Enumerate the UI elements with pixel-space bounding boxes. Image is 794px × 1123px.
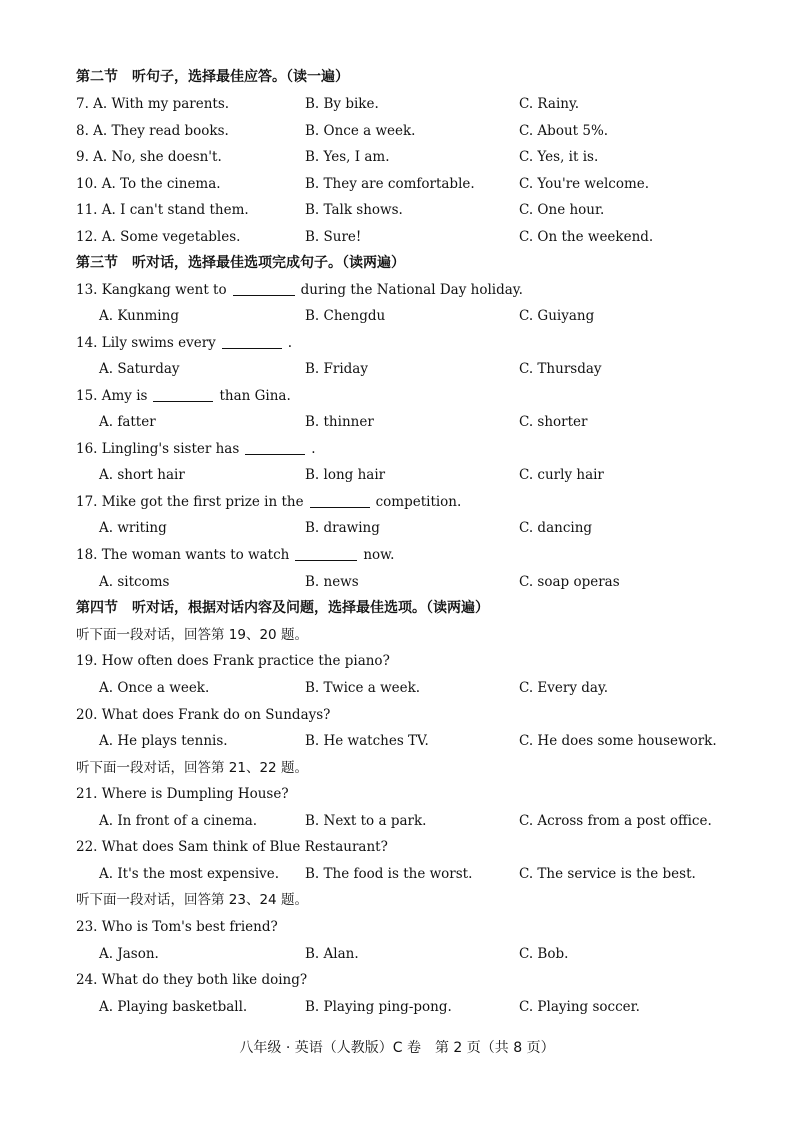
- option-a: A. short hair: [99, 467, 185, 483]
- question-21-stem: 21. Where is Dumpling House?: [76, 786, 289, 802]
- section-4-heading: 第四节 听对话，根据对话内容及问题，选择最佳选项。（读两遍）: [76, 600, 489, 616]
- option-b: B. The food is the worst.: [305, 866, 473, 882]
- stem-text: .: [311, 441, 316, 457]
- option-a: 11. A. I can't stand them.: [76, 202, 249, 218]
- question-14-stem: [76, 332, 292, 354]
- option-a: A. sitcoms: [99, 574, 170, 590]
- option-c: C. Across from a post office.: [519, 813, 712, 829]
- option-b: B. Sure!: [305, 229, 362, 245]
- stem-text: competition.: [375, 494, 462, 510]
- question-18-stem: [76, 544, 394, 566]
- stem-text: now.: [363, 547, 395, 563]
- option-c: C. Guiyang: [519, 308, 595, 324]
- question-17-stem: [76, 491, 461, 513]
- answer-blank: [310, 493, 370, 508]
- option-a: 7. A. With my parents.: [76, 96, 230, 112]
- option-c: C. About 5%.: [519, 123, 609, 139]
- option-a: A. In front of a cinema.: [99, 813, 258, 829]
- question-23-stem: 23. Who is Tom's best friend?: [76, 919, 278, 935]
- stem-text: 18. The woman wants to watch: [76, 547, 290, 563]
- question-22-stem: 22. What does Sam think of Blue Restaurant?: [76, 839, 388, 855]
- dialogue-instruction-1: 听下面一段对话，回答第 19、20 题。: [76, 627, 308, 643]
- option-b: B. Twice a week.: [305, 680, 421, 696]
- question-24-stem: 24. What do they both like doing?: [76, 972, 308, 988]
- option-b: B. Alan.: [305, 946, 359, 962]
- option-c: C. The service is the best.: [519, 866, 696, 882]
- option-b: B. Next to a park.: [305, 813, 427, 829]
- section-3-heading: 第三节 听对话，选择最佳选项完成句子。（读两遍）: [76, 255, 405, 271]
- stem-text: .: [287, 335, 293, 351]
- answer-blank: [245, 440, 305, 455]
- stem-text: 15. Amy is: [76, 388, 148, 404]
- answer-blank: [295, 546, 357, 561]
- option-c: C. Bob.: [519, 946, 569, 962]
- stem-text: 17. Mike got the first prize in the: [76, 494, 304, 510]
- answer-blank: [153, 387, 213, 402]
- option-a: A. He plays tennis.: [99, 733, 228, 749]
- stem-text: than Gina.: [219, 388, 291, 404]
- stem-text: 13. Kangkang went to: [76, 282, 227, 298]
- page-footer: 八年级 · 英语（人教版）C 卷 第 2 页（共 8 页）: [239, 1040, 555, 1056]
- option-c: C. You're welcome.: [519, 176, 650, 192]
- question-19-stem: 19. How often does Frank practice the piano?: [76, 653, 390, 669]
- option-b: B. He watches TV.: [305, 733, 429, 749]
- dialogue-instruction-3: 听下面一段对话，回答第 23、24 题。: [76, 892, 308, 908]
- question-15-stem: [76, 385, 291, 407]
- option-a: 12. A. Some vegetables.: [76, 229, 241, 245]
- option-a: A. Once a week.: [99, 680, 210, 696]
- option-c: C. Playing soccer.: [519, 999, 640, 1015]
- stem-text: during the National Day holiday.: [300, 282, 523, 298]
- option-b: B. Friday: [305, 361, 368, 377]
- option-a: A. Saturday: [99, 361, 180, 377]
- option-c: C. Every day.: [519, 680, 609, 696]
- answer-blank: [233, 281, 295, 296]
- question-16-stem: [76, 438, 316, 460]
- option-b: B. thinner: [305, 414, 374, 430]
- option-c: C. He does some housework.: [519, 733, 717, 749]
- option-a: A. Playing basketball.: [99, 999, 248, 1015]
- dialogue-instruction-2: 听下面一段对话，回答第 21、22 题。: [76, 760, 308, 776]
- option-b: B. long hair: [305, 467, 386, 483]
- option-c: C. Yes, it is.: [519, 149, 599, 165]
- option-c: C. curly hair: [519, 467, 604, 483]
- stem-text: 16. Lingling's sister has: [76, 441, 240, 457]
- option-a: A. Jason.: [99, 946, 159, 962]
- option-a: A. fatter: [99, 414, 156, 430]
- option-b: B. Chengdu: [305, 308, 386, 324]
- option-a: 8. A. They read books.: [76, 123, 229, 139]
- stem-text: 14. Lily swims every: [76, 335, 216, 351]
- option-a: A. writing: [99, 520, 167, 536]
- option-b: B. They are comfortable.: [305, 176, 475, 192]
- option-a: 10. A. To the cinema.: [76, 176, 221, 192]
- option-b: B. Talk shows.: [305, 202, 403, 218]
- option-b: B. Playing ping-pong.: [305, 999, 452, 1015]
- option-a: A. It's the most expensive.: [99, 866, 280, 882]
- answer-blank: [222, 334, 282, 349]
- option-c: C. Rainy.: [519, 96, 580, 112]
- option-a: 9. A. No, she doesn't.: [76, 149, 222, 165]
- option-c: C. Thursday: [519, 361, 602, 377]
- option-b: B. Once a week.: [305, 123, 416, 139]
- option-b: B. news: [305, 574, 359, 590]
- option-c: C. soap operas: [519, 574, 620, 590]
- option-c: C. shorter: [519, 414, 588, 430]
- option-a: A. Kunming: [99, 308, 179, 324]
- option-b: B. By bike.: [305, 96, 379, 112]
- option-b: B. Yes, I am.: [305, 149, 390, 165]
- question-13-stem: [76, 279, 523, 301]
- question-20-stem: 20. What does Frank do on Sundays?: [76, 707, 331, 723]
- option-c: C. dancing: [519, 520, 593, 536]
- option-c: C. On the weekend.: [519, 229, 654, 245]
- option-c: C. One hour.: [519, 202, 605, 218]
- section-2-heading: 第二节 听句子，选择最佳应答。（读一遍）: [76, 69, 349, 85]
- option-b: B. drawing: [305, 520, 380, 536]
